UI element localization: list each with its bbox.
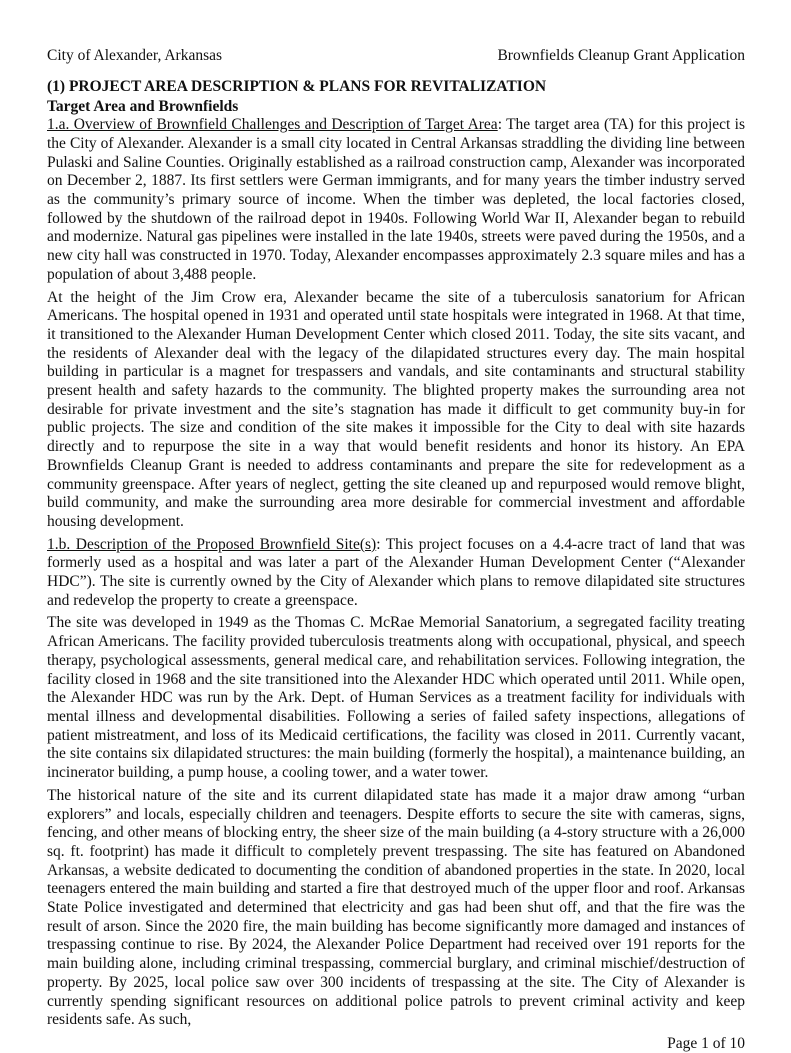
- document-body: [47, 116, 745, 1030]
- paragraph-site-development-text: The site was developed in 1949 as the Thomas C. McRae Memorial Sanatorium, a segregated facility treating African Americans. The facility provided tuberculosis treatments along with occupational, physical, and speech therapy, psychological assessments, general medical care, and rehabilitation services. Following integration, the facility closed in 1968 and the site transitioned into the Alexander HDC which operated until 2011. While open, the Alexander HDC was run by the Ark. Dept. of Human Services as a treatment facility for individuals with mental illness and developmental disabilities. Following a series of failed safety inspections, allegations of patient mistreatment, and loss of its Medicaid certifications, the facility was closed in 2011. Currently vacant, the site contains six dilapidated structures: the main building (formerly the hospital), a maintenance building, an incinerator building, a pump house, a cooling tower, and a water tower.: [47, 614, 745, 782]
- paragraph-site-development: [47, 614, 745, 782]
- header-right-text: Brownfields Cleanup Grant Application: [497, 47, 745, 64]
- page-number-label: Page 1 of 10: [667, 1034, 745, 1052]
- paragraph-1b-text: : This project focuses on a 4.4-acre tract of land that was formerly used as a hospital and was later a part of the Alexander Human Development Center (“Alexander HDC”). The site is currently owned by the City of Alexander which plans to remove dilapidated site structures and redevelop the property to create a greenspace.: [47, 535, 745, 609]
- paragraph-1a: [47, 116, 745, 284]
- paragraph-trespassing-text: The historical nature of the site and its current dilapidated state has made it a major draw among “urban explorers” and locals, especially children and teenagers. Despite efforts to secure the site with cameras, signs, fencing, and other means of blocking entry, the sheer size of the main building (a 4-story structure with a 26,000 sq. ft. footprint) has made it difficult to completely prevent trespassing. The site has featured on Abandoned Arkansas, a website dedicated to documenting the condition of abandoned properties in the state. In 2020, local teenagers entered the main building and started a fire that destroyed much of the upper floor and roof. Arkansas State Police investigated and determined that electricity and gas had been shut off, and that the fire was the result of arson. Since the 2020 fire, the main building has become significantly more damaged and instances of trespassing continue to rise. By 2024, the Alexander Police Department had received over 191 reports for the main building alone, including criminal trespassing, commercial burglary, and criminal mischief/destruction of property. By 2025, local police saw over 300 incidents of trespassing at the site. The City of Alexander is currently spending significant resources on additional police patrols to prevent criminal activity and keep residents safe. As such,: [47, 786, 745, 1029]
- page-header: [47, 46, 745, 65]
- paragraph-history: [47, 289, 745, 532]
- paragraph-trespassing: [47, 787, 745, 1030]
- paragraph-1b: [47, 536, 745, 611]
- paragraph-1a-underlined-lead: 1.a. Overview of Brownfield Challenges and Description of Target Area: [47, 116, 498, 134]
- subsection-heading: Target Area and Brownfields: [47, 97, 239, 115]
- header-left-text: City of Alexander, Arkansas: [47, 47, 223, 64]
- paragraph-1a-text: : The target area (TA) for this project is the City of Alexander. Alexander is a small city located in Central Arkansas straddling the dividing line between Pulaski and Saline Counties. Originally established as a railroad construction camp, Alexander was incorporated on December 2, 1887. Its first settlers were German immigrants, and for many years the timber industry served as the community’s primary source of income. When the timber was depleted, the local factories closed, followed by the shutdown of the railroad depot in 1940s. Following World War II, Alexander began to rebuild and modernize. Natural gas pipelines were installed in the late 1940s, streets were paved during the 1950s, and a new city hall was constructed in 1970. Today, Alexander encompasses approximately 2.3 square miles and has a population of about 3,488 people.: [47, 116, 746, 283]
- section-heading: (1) PROJECT AREA DESCRIPTION & PLANS FOR REVITALIZATION: [47, 78, 547, 95]
- paragraph-history-text: At the height of the Jim Crow era, Alexander became the site of a tuberculosis sanatorium for African Americans. The hospital opened in 1931 and operated until state hospitals were integrated in 1968. At that time, it transitioned to the Alexander Human Development Center which closed 2011. Today, the site sits vacant, and the residents of Alexander deal with the legacy of the dilapidated structures every day. The main hospital building in particular is a magnet for trespassers and vandals, and site contaminants and structural stability present health and safety hazards to the community. The blighted property makes the surrounding area not desirable for private investment and the site’s stagnation has made it difficult to get community buy-in for public projects. The size and condition of the site makes it impossible for the City to deal with site hazards directly and to repurpose the site in a way that would benefit residents and honor its history. An EPA Brownfields Cleanup Grant is needed to address contaminants and prepare the site for redevelopment as a community greenspace. After years of neglect, getting the site cleaned up and repurposed would remove blight, build community, and make the surrounding area more desirable for commercial investment and affordable housing development.: [47, 288, 745, 530]
- paragraph-1b-underlined-lead: 1.b. Description of the Proposed Brownfield Site(s): [47, 535, 377, 553]
- page-footer: [47, 1034, 745, 1053]
